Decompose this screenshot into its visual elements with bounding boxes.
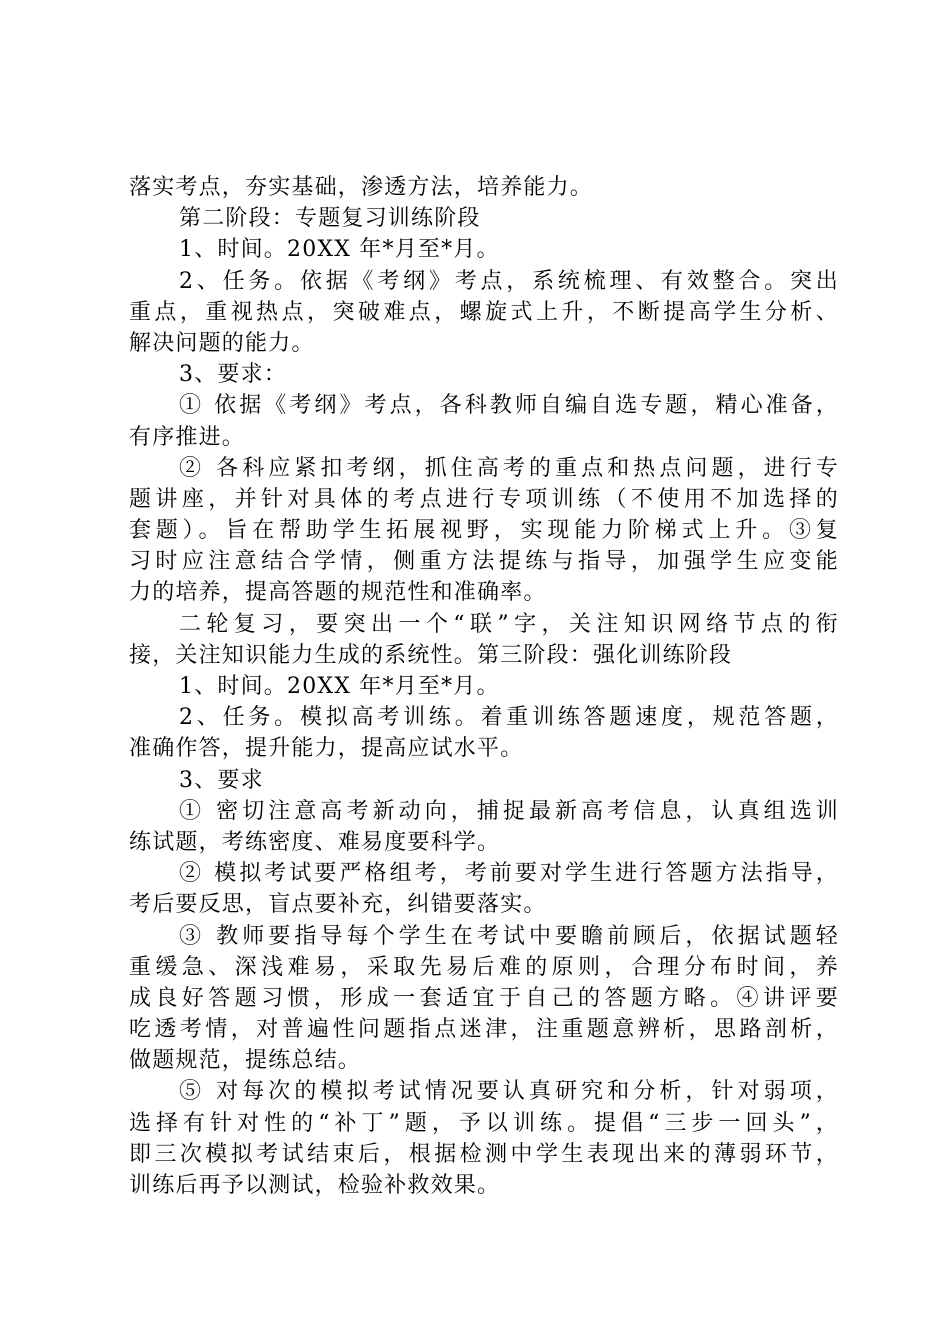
text-line: ③ 教师要指导每个学生在考试中要瞻前顾后，依据试题轻 xyxy=(179,923,839,949)
text-line: 重点，重视热点，突破难点，螺旋式上升，不断提高学生分析、 xyxy=(129,299,839,325)
text-line: ⑤ 对每次的模拟考试情况要认真研究和分析，针对弱项， xyxy=(179,1079,839,1105)
text-line: 3、要求 xyxy=(179,767,264,793)
text-line: ① 依据《考纲》考点，各科教师自编自选专题，精心准备， xyxy=(179,393,839,419)
text-line: 题讲座，并针对具体的考点进行专项训练（不使用不加选择的 xyxy=(129,486,839,512)
text-line: 吃透考情，对普遍性问题指点迷津，注重题意辨析，思路剖析， xyxy=(129,1017,839,1043)
text-line: ① 密切注意高考新动向，捕捉最新高考信息，认真组选训 xyxy=(179,798,839,824)
text-line: 解决问题的能力。 xyxy=(129,330,315,356)
text-line: 2、任务。模拟高考训练。着重训练答题速度，规范答题， xyxy=(179,705,839,731)
text-line: 习时应注意结合学情，侧重方法提练与指导，加强学生应变能 xyxy=(129,549,839,575)
text-line: 即三次模拟考试结束后，根据检测中学生表现出来的薄弱环节， xyxy=(129,1141,839,1167)
text-line: 训练后再予以测试，检验补救效果。 xyxy=(129,1173,501,1198)
text-line: 套题）。旨在帮助学生拓展视野，实现能力阶梯式上升。③复 xyxy=(129,518,839,544)
text-line: 有序推进。 xyxy=(129,424,246,450)
text-line: 1、时间。20XX 年*月至*月。 xyxy=(179,674,500,699)
text-line: 力的培养，提高答题的规范性和准确率。 xyxy=(129,580,547,606)
text-line: 落实考点，夯实基础，渗透方法，培养能力。 xyxy=(129,175,594,200)
text-line: 1、时间。20XX 年*月至*月。 xyxy=(179,237,500,263)
text-line: 第二阶段：专题复习训练阶段 xyxy=(179,206,481,232)
text-line: 练试题，考练密度、难易度要科学。 xyxy=(129,829,501,855)
text-line: 考后要反思，盲点要补充，纠错要落实。 xyxy=(129,892,547,918)
text-line: 重缓急、深浅难易，采取先易后难的原则，合理分布时间，养 xyxy=(129,954,839,980)
text-line: 选择有针对性的“补丁”题，予以训练。提倡“三步一回头”， xyxy=(129,1110,839,1136)
text-line: 3、要求： xyxy=(179,362,287,388)
text-line: 2、任务。依据《考纲》考点，系统梳理、有效整合。突出 xyxy=(179,268,839,294)
text-line: 做题规范，提练总结。 xyxy=(129,1048,362,1074)
text-line: 二轮复习，要突出一个“联”字，关注知识网络节点的衔 xyxy=(179,611,839,637)
text-line: 准确作答，提升能力，提高应试水平。 xyxy=(129,736,524,762)
document-body xyxy=(129,172,839,1201)
text-line: ② 各科应紧扣考纲，抓住高考的重点和热点问题，进行专 xyxy=(179,455,839,481)
text-line: 接，关注知识能力生成的系统性。第三阶段：强化训练阶段 xyxy=(129,642,733,668)
text-line: 成良好答题习惯，形成一套适宜于自己的答题方略。④讲评要 xyxy=(129,985,839,1011)
text-line: ② 模拟考试要严格组考，考前要对学生进行答题方法指导， xyxy=(179,861,839,887)
